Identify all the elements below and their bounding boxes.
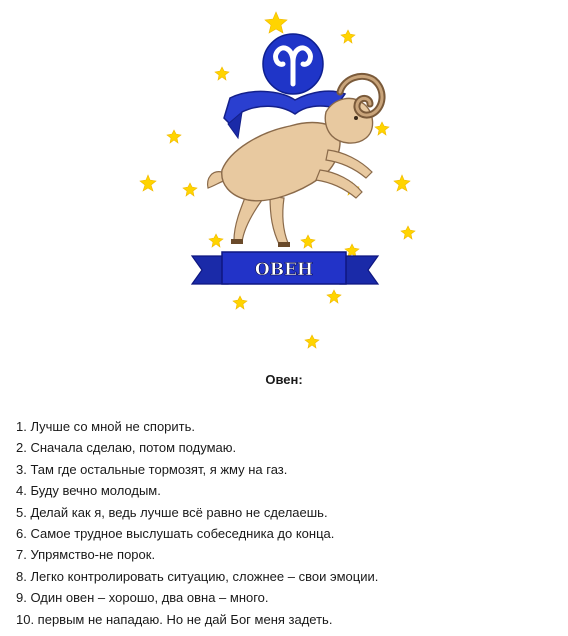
list-item: 4. Буду вечно молодым. (16, 483, 161, 499)
star (345, 244, 359, 257)
star (233, 296, 247, 309)
list-item: 1. Лучше со мной не спорить. (16, 419, 196, 434)
list-item: 6. Самое трудное выслушать собеседника до конца. (16, 525, 335, 541)
list-item: 2. Сначала сделаю, потом подумаю. (16, 440, 237, 456)
list-item: 5. Делай как я, ведь лучше всё равно не сделаешь. (16, 504, 328, 520)
name-banner (192, 252, 378, 284)
star (341, 30, 355, 43)
star (140, 175, 156, 191)
star (375, 122, 389, 135)
list-item: 7. Упрямство-не порок. (16, 547, 156, 563)
star (305, 335, 319, 348)
sign-heading: Овен: (265, 372, 303, 387)
aries-illustration (130, 0, 430, 350)
aries-symbol (263, 34, 323, 94)
list-item: 8. Легко контролировать ситуацию, сложнее – свои эмоции. (16, 568, 379, 584)
list-item: 9. Один овен – хорошо, два овна – много. (16, 590, 269, 606)
star (401, 226, 415, 239)
list-item: 3. Там где остальные тормозят, я жму на газ. (16, 461, 288, 477)
banner-label: ОВЕН (254, 260, 314, 280)
traits-list (16, 416, 378, 630)
star (301, 235, 315, 248)
star (167, 130, 181, 143)
star (209, 234, 223, 247)
star (327, 290, 341, 303)
aries-zodiac-picture (130, 0, 430, 350)
star (265, 12, 287, 33)
star (183, 183, 197, 196)
star (215, 67, 229, 80)
star (394, 175, 410, 191)
list-item: 10. первым не нападаю. Но не дай Бог меня задеть. (16, 611, 333, 627)
